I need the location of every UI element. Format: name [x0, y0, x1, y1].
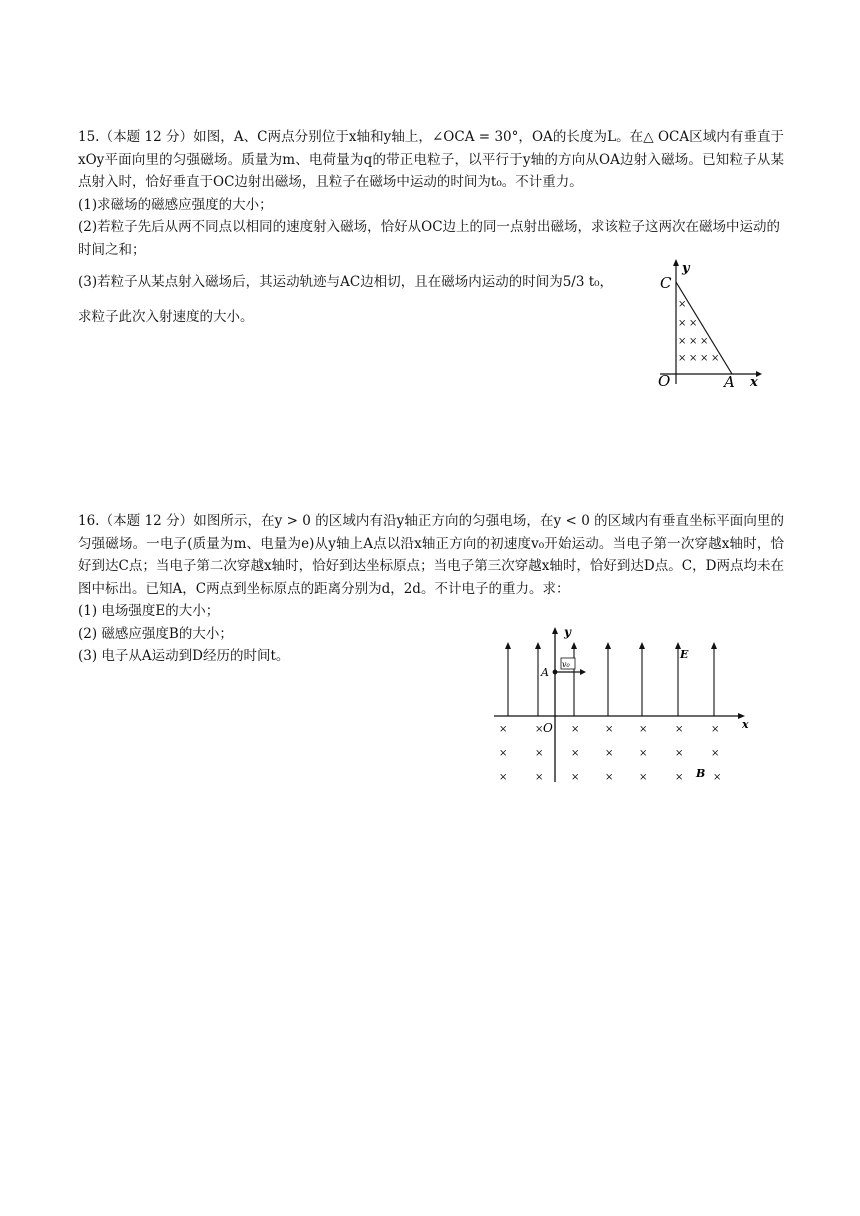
field-mark: × — [713, 772, 722, 783]
field-mark: × — [711, 748, 720, 759]
q16-label-a: A — [541, 666, 549, 679]
field-mark: × — [571, 748, 580, 759]
q15-field-mark: × — [689, 318, 698, 329]
field-mark: × — [535, 772, 544, 783]
q15-part-2: (2)若粒子先后从两不同点以相同的速度射入磁场，恰好从OC边上的同一点射出磁场，求该粒子这两次在磁场中运动的时间之和； — [78, 219, 781, 258]
q16-label-e: E — [680, 648, 689, 661]
q15-label-o: O — [658, 372, 671, 390]
q16-label-o: O — [543, 721, 553, 735]
q15-magnetic-field — [678, 299, 719, 364]
q16-part-3: (3) 电子从A运动到D经历的时间t。 — [78, 648, 290, 664]
field-line-arrowhead — [605, 642, 611, 649]
q15-figure — [652, 254, 772, 394]
field-line-arrowhead — [711, 642, 717, 649]
q15-part-1: (1)求磁场的磁感应强度的大小； — [78, 196, 273, 213]
q15-field-mark: × — [678, 336, 687, 347]
field-mark: × — [535, 748, 544, 759]
field-mark: × — [711, 724, 720, 735]
q15-label-c: C — [660, 274, 672, 292]
q15-label-y: y — [682, 261, 690, 276]
q15-label-a: A — [724, 373, 735, 391]
field-line-arrowhead — [535, 642, 541, 649]
field-mark: × — [605, 748, 614, 759]
q16-label-x: x — [742, 718, 749, 731]
q16-y-axis-arrow — [552, 627, 558, 634]
field-mark: × — [639, 724, 648, 735]
field-line-arrowhead — [571, 642, 577, 649]
field-mark: × — [675, 772, 684, 783]
q15-stem: 15.（本题 12 分）如图，A、C两点分别位于x轴和y轴上，∠OCA = 30°，OA的长度为L。在△ OCA区域内有垂直于xOy平面向里的匀强磁场。质量为m、电荷量为q的带正电粒子，以平行于y轴的方向从OA边射入磁场。已知粒子从某点射入时，恰好垂直于OC边射出磁场，且粒子在磁场中运动的时间为t₀。不计重力。 — [78, 129, 784, 190]
q15-field-mark: × — [678, 353, 687, 364]
field-mark: × — [499, 724, 508, 735]
field-mark: × — [535, 724, 544, 735]
q15-label-x: x — [750, 375, 758, 390]
field-mark: × — [499, 772, 508, 783]
field-mark: × — [639, 748, 648, 759]
field-mark: × — [499, 748, 508, 759]
field-line-arrowhead — [639, 642, 645, 649]
field-mark: × — [675, 724, 684, 735]
field-mark: × — [675, 748, 684, 759]
q16-magnetic-field — [499, 724, 721, 783]
q16-point-a — [553, 670, 558, 675]
q15-y-axis-arrow — [673, 259, 679, 266]
q16-part-1: (1) 电场强度E的大小； — [78, 603, 220, 619]
q15-field-mark: × — [678, 318, 687, 329]
field-line-arrowhead — [505, 642, 511, 649]
q15-part-3-continued: 求粒子此次入射速度的大小。 — [78, 308, 254, 325]
q16-part-2: (2) 磁感应强度B的大小； — [78, 625, 233, 642]
q15-field-mark: × — [700, 353, 709, 364]
field-mark: × — [605, 772, 614, 783]
field-mark: × — [639, 772, 648, 783]
field-mark: × — [605, 724, 614, 735]
q16-figure — [488, 622, 756, 788]
field-mark: × — [571, 724, 580, 735]
q15-part-3: (3)若粒子从某点射入磁场后，其运动轨迹与AC边相切，且在磁场内运动的时间为5/3 t₀， — [78, 274, 614, 290]
q16-label-v0: v₀ — [562, 660, 570, 669]
field-mark: × — [571, 772, 580, 783]
q15-field-mark: × — [711, 353, 720, 364]
q15-field-mark: × — [689, 336, 698, 347]
q15-field-mark: × — [700, 336, 709, 347]
q16-stem: 16.（本题 12 分）如图所示，在y > 0 的区域内有沿y轴正方向的匀强电场，在y < 0 的区域内有垂直坐标平面向里的匀强磁场。一电子(质量为m、电量为e)从y轴上A点以沿x轴正方向的初速度v₀开始运动。当电子第一次穿越x轴时，恰好到达C点；当电子第二次穿越x轴时，恰好到达坐标原点；当电子第三次穿越x轴时，恰好到达D点。C，D两点均未在图中标出。已知A，C两点到坐标原点的距离分别为d，2d。不计电子的重力。求： — [78, 513, 784, 597]
q16-velocity-arrowhead — [580, 669, 586, 675]
q15-field-mark: × — [689, 353, 698, 364]
q16-label-b: B — [696, 767, 706, 780]
q15-field-mark: × — [678, 299, 687, 310]
q16-label-y: y — [564, 625, 571, 639]
